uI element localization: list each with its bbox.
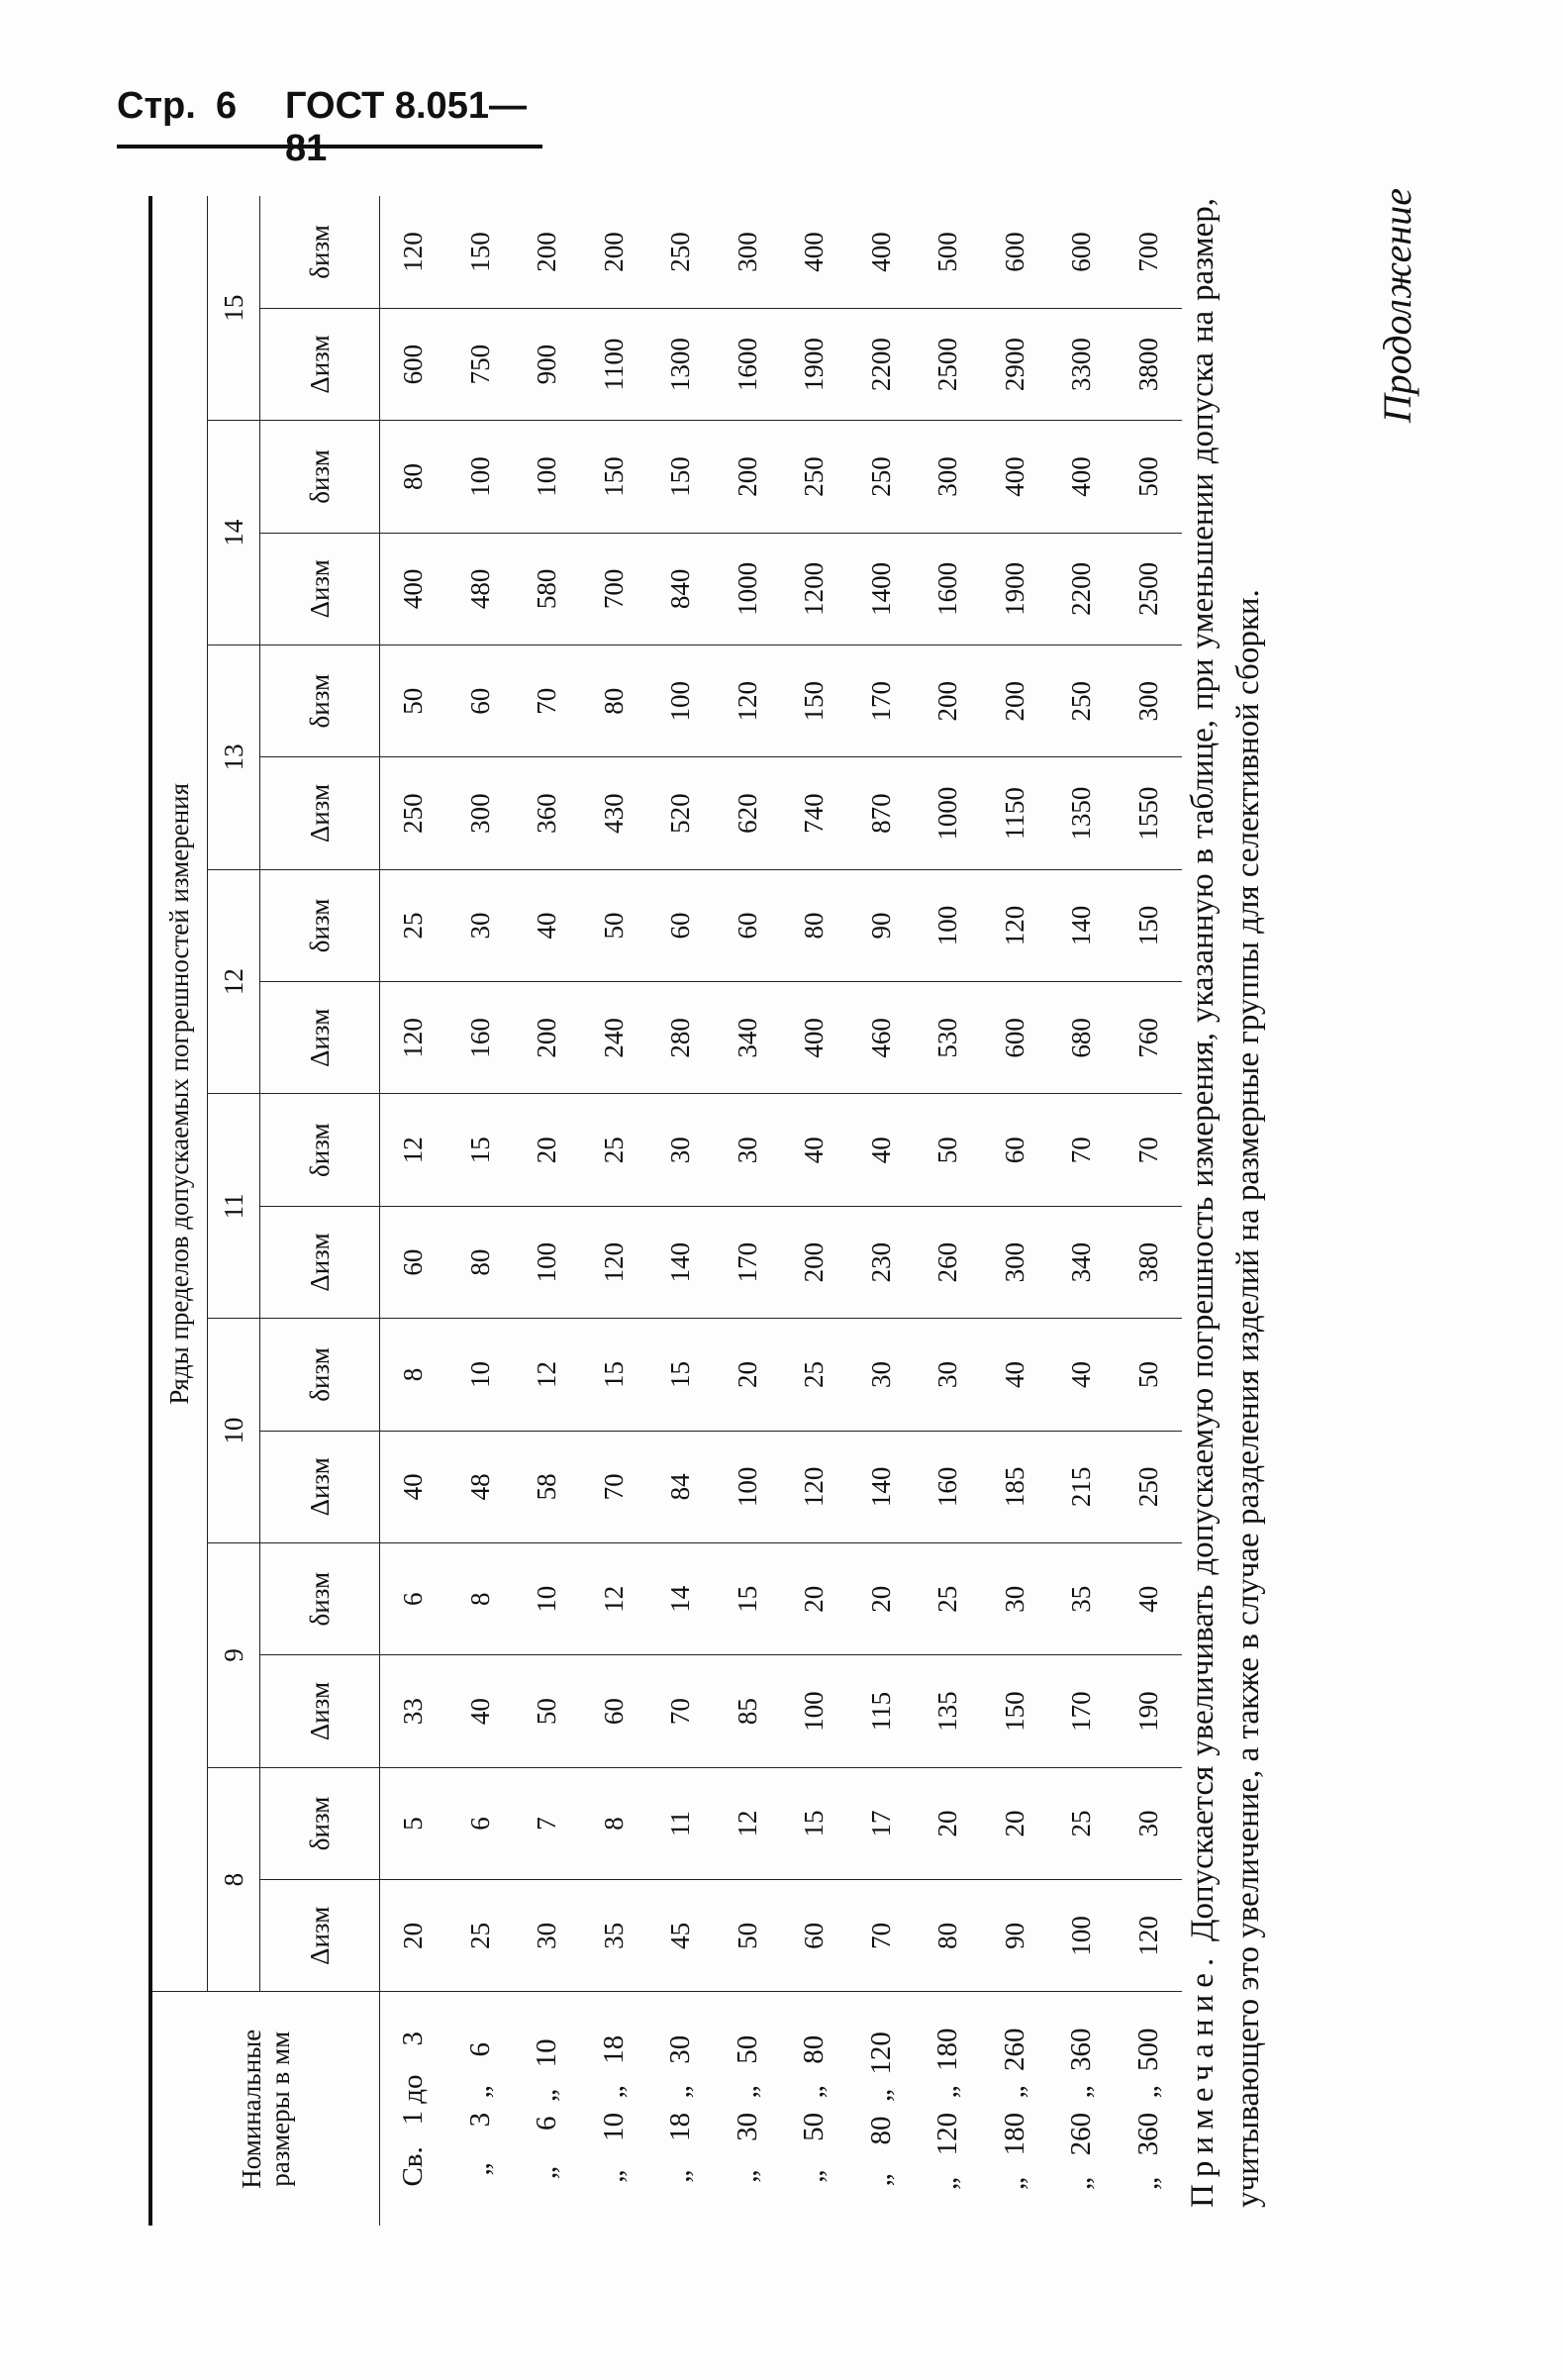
- value-cell: 280: [647, 982, 715, 1094]
- value-cell: 1600: [915, 533, 982, 645]
- value-cell: 33: [380, 1655, 447, 1767]
- size-range-cell: „ 360 „ 500: [1131, 2028, 1164, 2190]
- value-cell: 870: [848, 757, 916, 869]
- value-cell: 60: [647, 869, 715, 981]
- value-cell: 1000: [715, 533, 782, 645]
- continued-label: Продолжение: [1375, 188, 1419, 424]
- value-cell: 30: [848, 1319, 916, 1431]
- value-cell: 460: [848, 982, 916, 1094]
- tolerance-table: [148, 196, 1182, 2226]
- value-cell: 530: [915, 982, 982, 1094]
- value-cell: 620: [715, 757, 782, 869]
- value-cell: 100: [1048, 1880, 1116, 1992]
- note-text: Допускается увеличивать допускаемую погрешность измерения, указанную в таблице, при уменьшении допуска на размер, учитывающего это увеличение, а также в случае разделения изделий на размерные группы для селективной сборки.: [1185, 198, 1266, 2208]
- value-cell: 160: [447, 982, 515, 1094]
- value-cell: 300: [1116, 645, 1183, 757]
- value-cell: 11: [647, 1767, 715, 1879]
- value-cell: 115: [848, 1655, 916, 1767]
- size-range-cell: Св. 1 до 3: [397, 2031, 430, 2187]
- value-cell: 500: [1116, 421, 1183, 533]
- value-cell: 80: [380, 421, 447, 533]
- value-cell: 35: [1048, 1543, 1116, 1655]
- value-cell: 1200: [781, 533, 848, 645]
- value-cell: 120: [581, 1206, 648, 1318]
- value-cell: 120: [380, 196, 447, 308]
- size-range-cell: „ 3 „ 6: [463, 2042, 496, 2176]
- delta-izm-header: Δизм: [260, 982, 380, 1094]
- value-cell: 170: [848, 645, 916, 757]
- value-cell: 1400: [848, 533, 916, 645]
- value-cell: 100: [915, 869, 982, 981]
- value-cell: 140: [1048, 869, 1116, 981]
- value-cell: 2200: [848, 308, 916, 420]
- delta-izm-header: Δизм: [260, 757, 380, 869]
- value-cell: 85: [715, 1655, 782, 1767]
- value-cell: 40: [1048, 1319, 1116, 1431]
- value-cell: 400: [380, 533, 447, 645]
- value-cell: 140: [848, 1431, 916, 1542]
- value-cell: 40: [848, 1094, 916, 1206]
- delta-izm-header: Δизм: [260, 1206, 380, 1318]
- value-cell: 70: [514, 645, 581, 757]
- value-cell: 60: [781, 1880, 848, 1992]
- value-cell: 150: [581, 421, 648, 533]
- value-cell: 30: [715, 1094, 782, 1206]
- size-range-cell: „ 260 „ 360: [1065, 2028, 1098, 2190]
- value-cell: 120: [1116, 1880, 1183, 1992]
- value-cell: 150: [647, 421, 715, 533]
- standard-number: ГОСТ 8.051—81: [285, 85, 527, 169]
- value-cell: 300: [915, 421, 982, 533]
- value-cell: 480: [447, 533, 515, 645]
- value-cell: 1000: [915, 757, 982, 869]
- value-cell: 300: [447, 757, 515, 869]
- value-cell: 60: [982, 1094, 1049, 1206]
- value-cell: 50: [715, 1880, 782, 1992]
- value-cell: 80: [915, 1880, 982, 1992]
- value-cell: 50: [380, 645, 447, 757]
- value-cell: 1600: [715, 308, 782, 420]
- value-cell: 200: [514, 196, 581, 308]
- value-cell: 60: [447, 645, 515, 757]
- table-row: [1048, 196, 1116, 2226]
- value-cell: 50: [514, 1655, 581, 1767]
- value-cell: 45: [647, 1880, 715, 1992]
- value-cell: 15: [715, 1543, 782, 1655]
- value-cell: 14: [647, 1543, 715, 1655]
- small-delta-izm-header: δизм: [260, 1094, 380, 1206]
- value-cell: 1300: [647, 308, 715, 420]
- value-cell: 10: [447, 1319, 515, 1431]
- value-cell: 15: [581, 1319, 648, 1431]
- value-cell: 200: [715, 421, 782, 533]
- value-cell: 380: [1116, 1206, 1183, 1318]
- value-cell: 58: [514, 1431, 581, 1542]
- value-cell: 50: [915, 1094, 982, 1206]
- value-cell: 20: [781, 1543, 848, 1655]
- value-cell: 90: [848, 869, 916, 981]
- value-cell: 25: [380, 869, 447, 981]
- size-range-cell: „ 18 „ 30: [664, 2034, 697, 2183]
- value-cell: 100: [647, 645, 715, 757]
- value-cell: 20: [915, 1767, 982, 1879]
- delta-izm-header: Δизм: [260, 1655, 380, 1767]
- table-row: [581, 196, 648, 2226]
- group-number: 8: [208, 1767, 260, 1992]
- value-cell: 20: [514, 1094, 581, 1206]
- value-cell: 50: [1116, 1319, 1183, 1431]
- value-cell: 35: [581, 1880, 648, 1992]
- value-cell: 25: [781, 1319, 848, 1431]
- value-cell: 30: [447, 869, 515, 981]
- rotated-content: [148, 188, 1475, 2247]
- value-cell: 250: [781, 421, 848, 533]
- value-cell: 190: [1116, 1655, 1183, 1767]
- value-cell: 580: [514, 533, 581, 645]
- value-cell: 520: [647, 757, 715, 869]
- value-cell: 600: [380, 308, 447, 420]
- table-row: [715, 196, 782, 2226]
- value-cell: 600: [982, 196, 1049, 308]
- value-cell: 5: [380, 1767, 447, 1879]
- value-cell: 2500: [1116, 533, 1183, 645]
- value-cell: 240: [581, 982, 648, 1094]
- size-range-cell: „ 6 „ 10: [531, 2038, 563, 2180]
- value-cell: 230: [848, 1206, 916, 1318]
- value-cell: 150: [1116, 869, 1183, 981]
- group-header: Ряды пределов допускаемых погрешностей измерения: [150, 196, 208, 1992]
- value-cell: 200: [514, 982, 581, 1094]
- small-delta-izm-header: δизм: [260, 196, 380, 308]
- delta-izm-header: Δизм: [260, 533, 380, 645]
- value-cell: 135: [915, 1655, 982, 1767]
- value-cell: 40: [380, 1431, 447, 1542]
- value-cell: 1900: [982, 533, 1049, 645]
- value-cell: 25: [1048, 1767, 1116, 1879]
- value-cell: 250: [1116, 1431, 1183, 1542]
- value-cell: 200: [581, 196, 648, 308]
- value-cell: 200: [781, 1206, 848, 1318]
- delta-izm-header: Δизм: [260, 1880, 380, 1992]
- value-cell: 10: [514, 1543, 581, 1655]
- value-cell: 8: [581, 1767, 648, 1879]
- small-delta-izm-header: δизм: [260, 421, 380, 533]
- value-cell: 80: [447, 1206, 515, 1318]
- value-cell: 430: [581, 757, 648, 869]
- delta-izm-header: Δизм: [260, 1431, 380, 1542]
- value-cell: 60: [581, 1655, 648, 1767]
- value-cell: 100: [514, 421, 581, 533]
- value-cell: 15: [781, 1767, 848, 1879]
- value-cell: 185: [982, 1431, 1049, 1542]
- table-row: [447, 196, 515, 2226]
- page-header: [117, 85, 542, 169]
- table-row: [982, 196, 1049, 2226]
- note-label: Примечание.: [1185, 1950, 1221, 2208]
- value-cell: 900: [514, 308, 581, 420]
- value-cell: 250: [380, 757, 447, 869]
- table-row: [1116, 196, 1183, 2226]
- value-cell: 84: [647, 1431, 715, 1542]
- value-cell: 760: [1116, 982, 1183, 1094]
- value-cell: 500: [915, 196, 982, 308]
- value-cell: 70: [1116, 1094, 1183, 1206]
- value-cell: 60: [715, 869, 782, 981]
- value-cell: 20: [848, 1543, 916, 1655]
- group-number: 13: [208, 645, 260, 870]
- value-cell: 700: [1116, 196, 1183, 308]
- value-cell: 20: [982, 1767, 1049, 1879]
- value-cell: 8: [447, 1543, 515, 1655]
- value-cell: 40: [447, 1655, 515, 1767]
- value-cell: 150: [781, 645, 848, 757]
- value-cell: 215: [1048, 1431, 1116, 1542]
- value-cell: 120: [982, 869, 1049, 981]
- value-cell: 400: [982, 421, 1049, 533]
- small-delta-izm-header: δизм: [260, 1543, 380, 1655]
- value-cell: 30: [915, 1319, 982, 1431]
- value-cell: 840: [647, 533, 715, 645]
- group-number: 14: [208, 421, 260, 645]
- value-cell: 340: [1048, 1206, 1116, 1318]
- value-cell: 12: [380, 1094, 447, 1206]
- value-cell: 30: [514, 1880, 581, 1992]
- value-cell: 170: [715, 1206, 782, 1318]
- value-cell: 15: [447, 1094, 515, 1206]
- value-cell: 400: [848, 196, 916, 308]
- value-cell: 160: [915, 1431, 982, 1542]
- size-range-cell: „ 120 „ 180: [931, 2028, 964, 2190]
- table-row: [380, 196, 447, 2226]
- value-cell: 25: [581, 1094, 648, 1206]
- value-cell: 1550: [1116, 757, 1183, 869]
- value-cell: 40: [514, 869, 581, 981]
- table-row: [514, 196, 581, 2226]
- value-cell: 70: [647, 1655, 715, 1767]
- value-cell: 12: [715, 1767, 782, 1879]
- table-row: [915, 196, 982, 2226]
- value-cell: 680: [1048, 982, 1116, 1094]
- value-cell: 400: [781, 196, 848, 308]
- size-range-cell: „ 30 „ 50: [731, 2034, 763, 2183]
- value-cell: 15: [647, 1319, 715, 1431]
- table-row: [647, 196, 715, 2226]
- size-range-cell: „ 10 „ 18: [597, 2034, 630, 2183]
- value-cell: 140: [647, 1206, 715, 1318]
- value-cell: 2900: [982, 308, 1049, 420]
- value-cell: 30: [982, 1543, 1049, 1655]
- value-cell: 300: [982, 1206, 1049, 1318]
- value-cell: 750: [447, 308, 515, 420]
- value-cell: 8: [380, 1319, 447, 1431]
- value-cell: 740: [781, 757, 848, 869]
- value-cell: 20: [715, 1319, 782, 1431]
- table-row: [848, 196, 916, 2226]
- value-cell: 600: [982, 982, 1049, 1094]
- size-range-cell: „ 180 „ 260: [998, 2028, 1030, 2190]
- value-cell: 340: [715, 982, 782, 1094]
- value-cell: 70: [1048, 1094, 1116, 1206]
- value-cell: 60: [380, 1206, 447, 1318]
- small-delta-izm-header: δизм: [260, 869, 380, 981]
- value-cell: 150: [447, 196, 515, 308]
- size-range-cell: „ 80 „ 120: [864, 2032, 897, 2187]
- value-cell: 3300: [1048, 308, 1116, 420]
- group-number: 10: [208, 1319, 260, 1543]
- value-cell: 170: [1048, 1655, 1116, 1767]
- group-number: 11: [208, 1094, 260, 1319]
- value-cell: 80: [781, 869, 848, 981]
- value-cell: 250: [647, 196, 715, 308]
- value-cell: 600: [1048, 196, 1116, 308]
- value-cell: 7: [514, 1767, 581, 1879]
- value-cell: 6: [447, 1767, 515, 1879]
- size-range-cell: „ 50 „ 80: [798, 2034, 830, 2183]
- value-cell: 2500: [915, 308, 982, 420]
- value-cell: 3800: [1116, 308, 1183, 420]
- group-number: 9: [208, 1543, 260, 1768]
- value-cell: 12: [581, 1543, 648, 1655]
- value-cell: 400: [781, 982, 848, 1094]
- group-number: 12: [208, 869, 260, 1094]
- value-cell: 40: [982, 1319, 1049, 1431]
- value-cell: 48: [447, 1431, 515, 1542]
- value-cell: 1350: [1048, 757, 1116, 869]
- value-cell: 120: [380, 982, 447, 1094]
- value-cell: 260: [915, 1206, 982, 1318]
- value-cell: 25: [447, 1880, 515, 1992]
- small-delta-izm-header: δизм: [260, 1767, 380, 1879]
- value-cell: 70: [581, 1431, 648, 1542]
- value-cell: 100: [514, 1206, 581, 1318]
- value-cell: 100: [447, 421, 515, 533]
- value-cell: 300: [715, 196, 782, 308]
- value-cell: 120: [781, 1431, 848, 1542]
- value-cell: 200: [982, 645, 1049, 757]
- size-column-header: Номинальные размеры в мм: [150, 1992, 380, 2226]
- value-cell: 150: [982, 1655, 1049, 1767]
- table-row: [781, 196, 848, 2226]
- value-cell: 2200: [1048, 533, 1116, 645]
- value-cell: 40: [781, 1094, 848, 1206]
- value-cell: 40: [1116, 1543, 1183, 1655]
- value-cell: 30: [1116, 1767, 1183, 1879]
- value-cell: 20: [380, 1880, 447, 1992]
- small-delta-izm-header: δизм: [260, 645, 380, 757]
- page-label: Стр.: [117, 85, 196, 127]
- value-cell: 250: [1048, 645, 1116, 757]
- value-cell: 200: [915, 645, 982, 757]
- value-cell: 90: [982, 1880, 1049, 1992]
- value-cell: 1900: [781, 308, 848, 420]
- note: [1180, 198, 1271, 2208]
- value-cell: 360: [514, 757, 581, 869]
- value-cell: 50: [581, 869, 648, 981]
- value-cell: 400: [1048, 421, 1116, 533]
- value-cell: 1100: [581, 308, 648, 420]
- value-cell: 12: [514, 1319, 581, 1431]
- value-cell: 100: [715, 1431, 782, 1542]
- value-cell: 1150: [982, 757, 1049, 869]
- small-delta-izm-header: δизм: [260, 1319, 380, 1431]
- value-cell: 120: [715, 645, 782, 757]
- value-cell: 700: [581, 533, 648, 645]
- value-cell: 17: [848, 1767, 916, 1879]
- value-cell: 25: [915, 1543, 982, 1655]
- value-cell: 70: [848, 1880, 916, 1992]
- delta-izm-header: Δизм: [260, 308, 380, 420]
- value-cell: 100: [781, 1655, 848, 1767]
- value-cell: 80: [581, 645, 648, 757]
- value-cell: 30: [647, 1094, 715, 1206]
- group-number: 15: [208, 196, 260, 421]
- value-cell: 250: [848, 421, 916, 533]
- value-cell: 6: [380, 1543, 447, 1655]
- page-number: 6: [216, 85, 238, 127]
